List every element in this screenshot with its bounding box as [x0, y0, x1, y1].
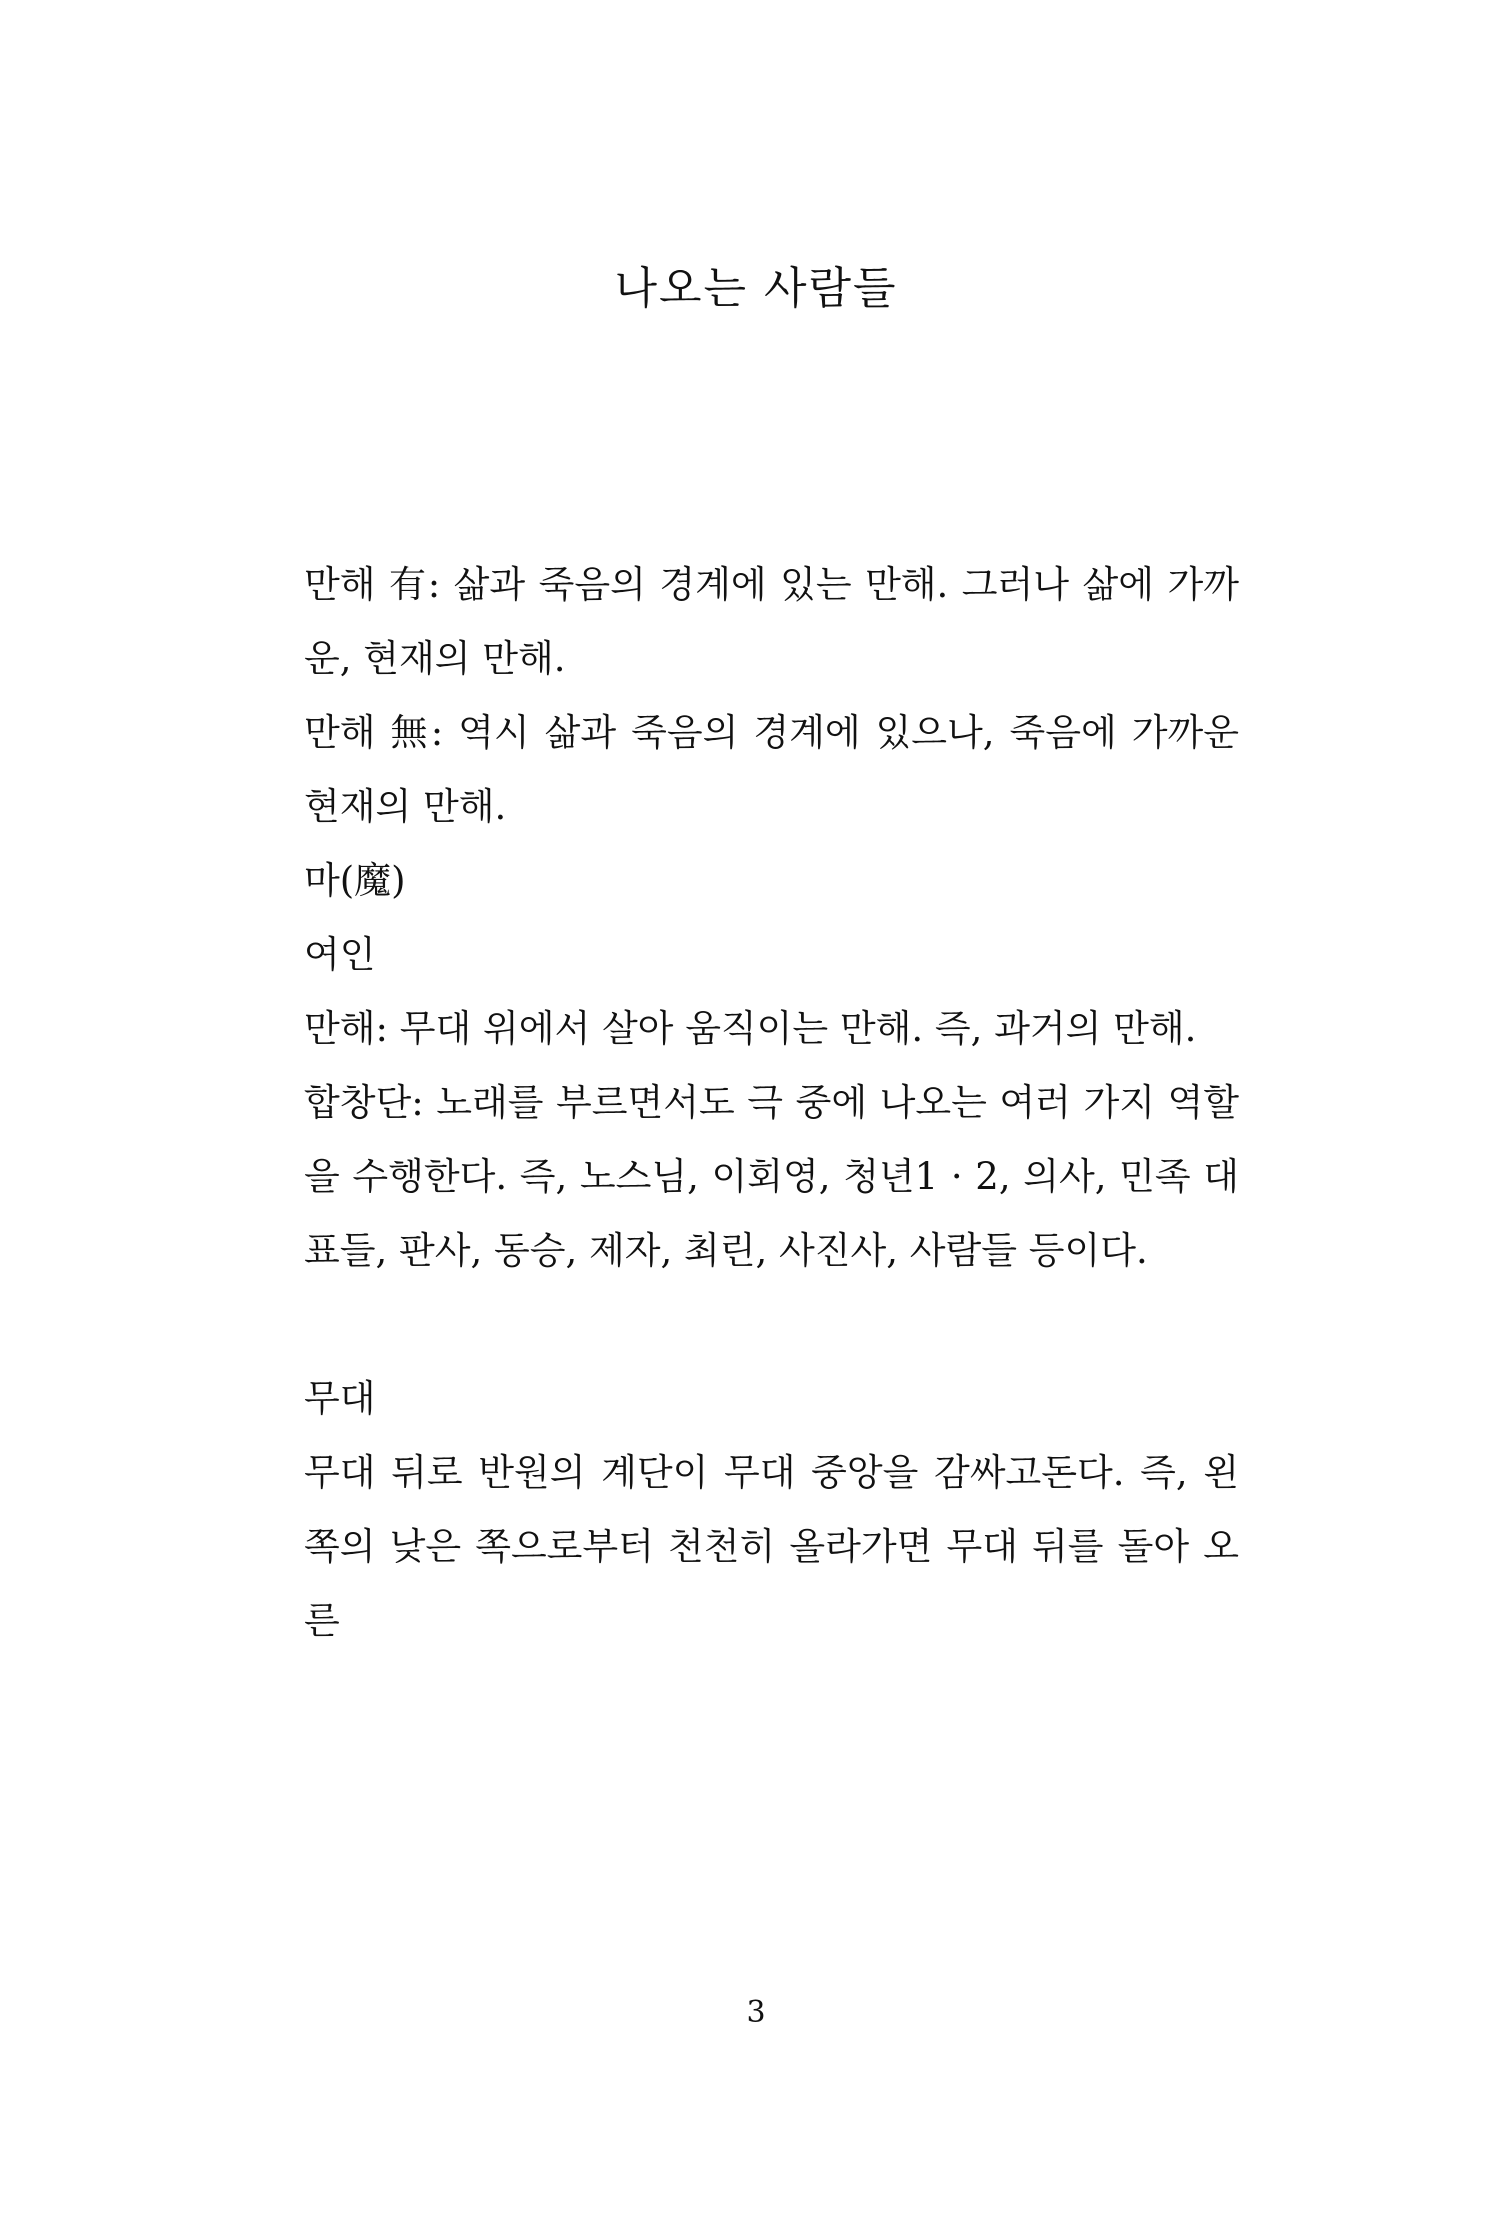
character-manhae-mu: 만해 無: 역시 삶과 죽음의 경계에 있으나, 죽음에 가까운 현재의 만해.	[304, 711, 1239, 828]
stage-heading: 무대	[304, 1377, 376, 1420]
character-woman: 여인	[304, 933, 376, 976]
page-title: 나오는 사람들	[614, 263, 898, 314]
character-manhae-past: 만해: 무대 위에서 살아 움직이는 만해. 즉, 과거의 만해.	[304, 1007, 1197, 1050]
character-chorus: 합창단: 노래를 부르면서도 극 중에 나오는 여러 가지 역할을 수행한다. 즉, 노스님, 이회영, 청년1 · 2, 의사, 민족 대표들, 판사, 동승, 제자, 최린, 사진사, 사람들 등이다.	[304, 1081, 1239, 1272]
section-gap	[304, 1288, 1239, 1362]
character-ma: 마(魔)	[304, 859, 406, 902]
page-number: 3	[746, 1995, 766, 2030]
body-text	[304, 548, 1239, 1658]
stage-description: 무대 뒤로 반원의 계단이 무대 중앙을 감싸고돈다. 즉, 왼쪽의 낮은 쪽으로부터 천천히 올라가면 무대 뒤를 돌아 오른	[304, 1451, 1239, 1642]
character-manhae-yu: 만해 有: 삶과 죽음의 경계에 있는 만해. 그러나 삶에 가까운, 현재의 만해.	[304, 563, 1239, 680]
